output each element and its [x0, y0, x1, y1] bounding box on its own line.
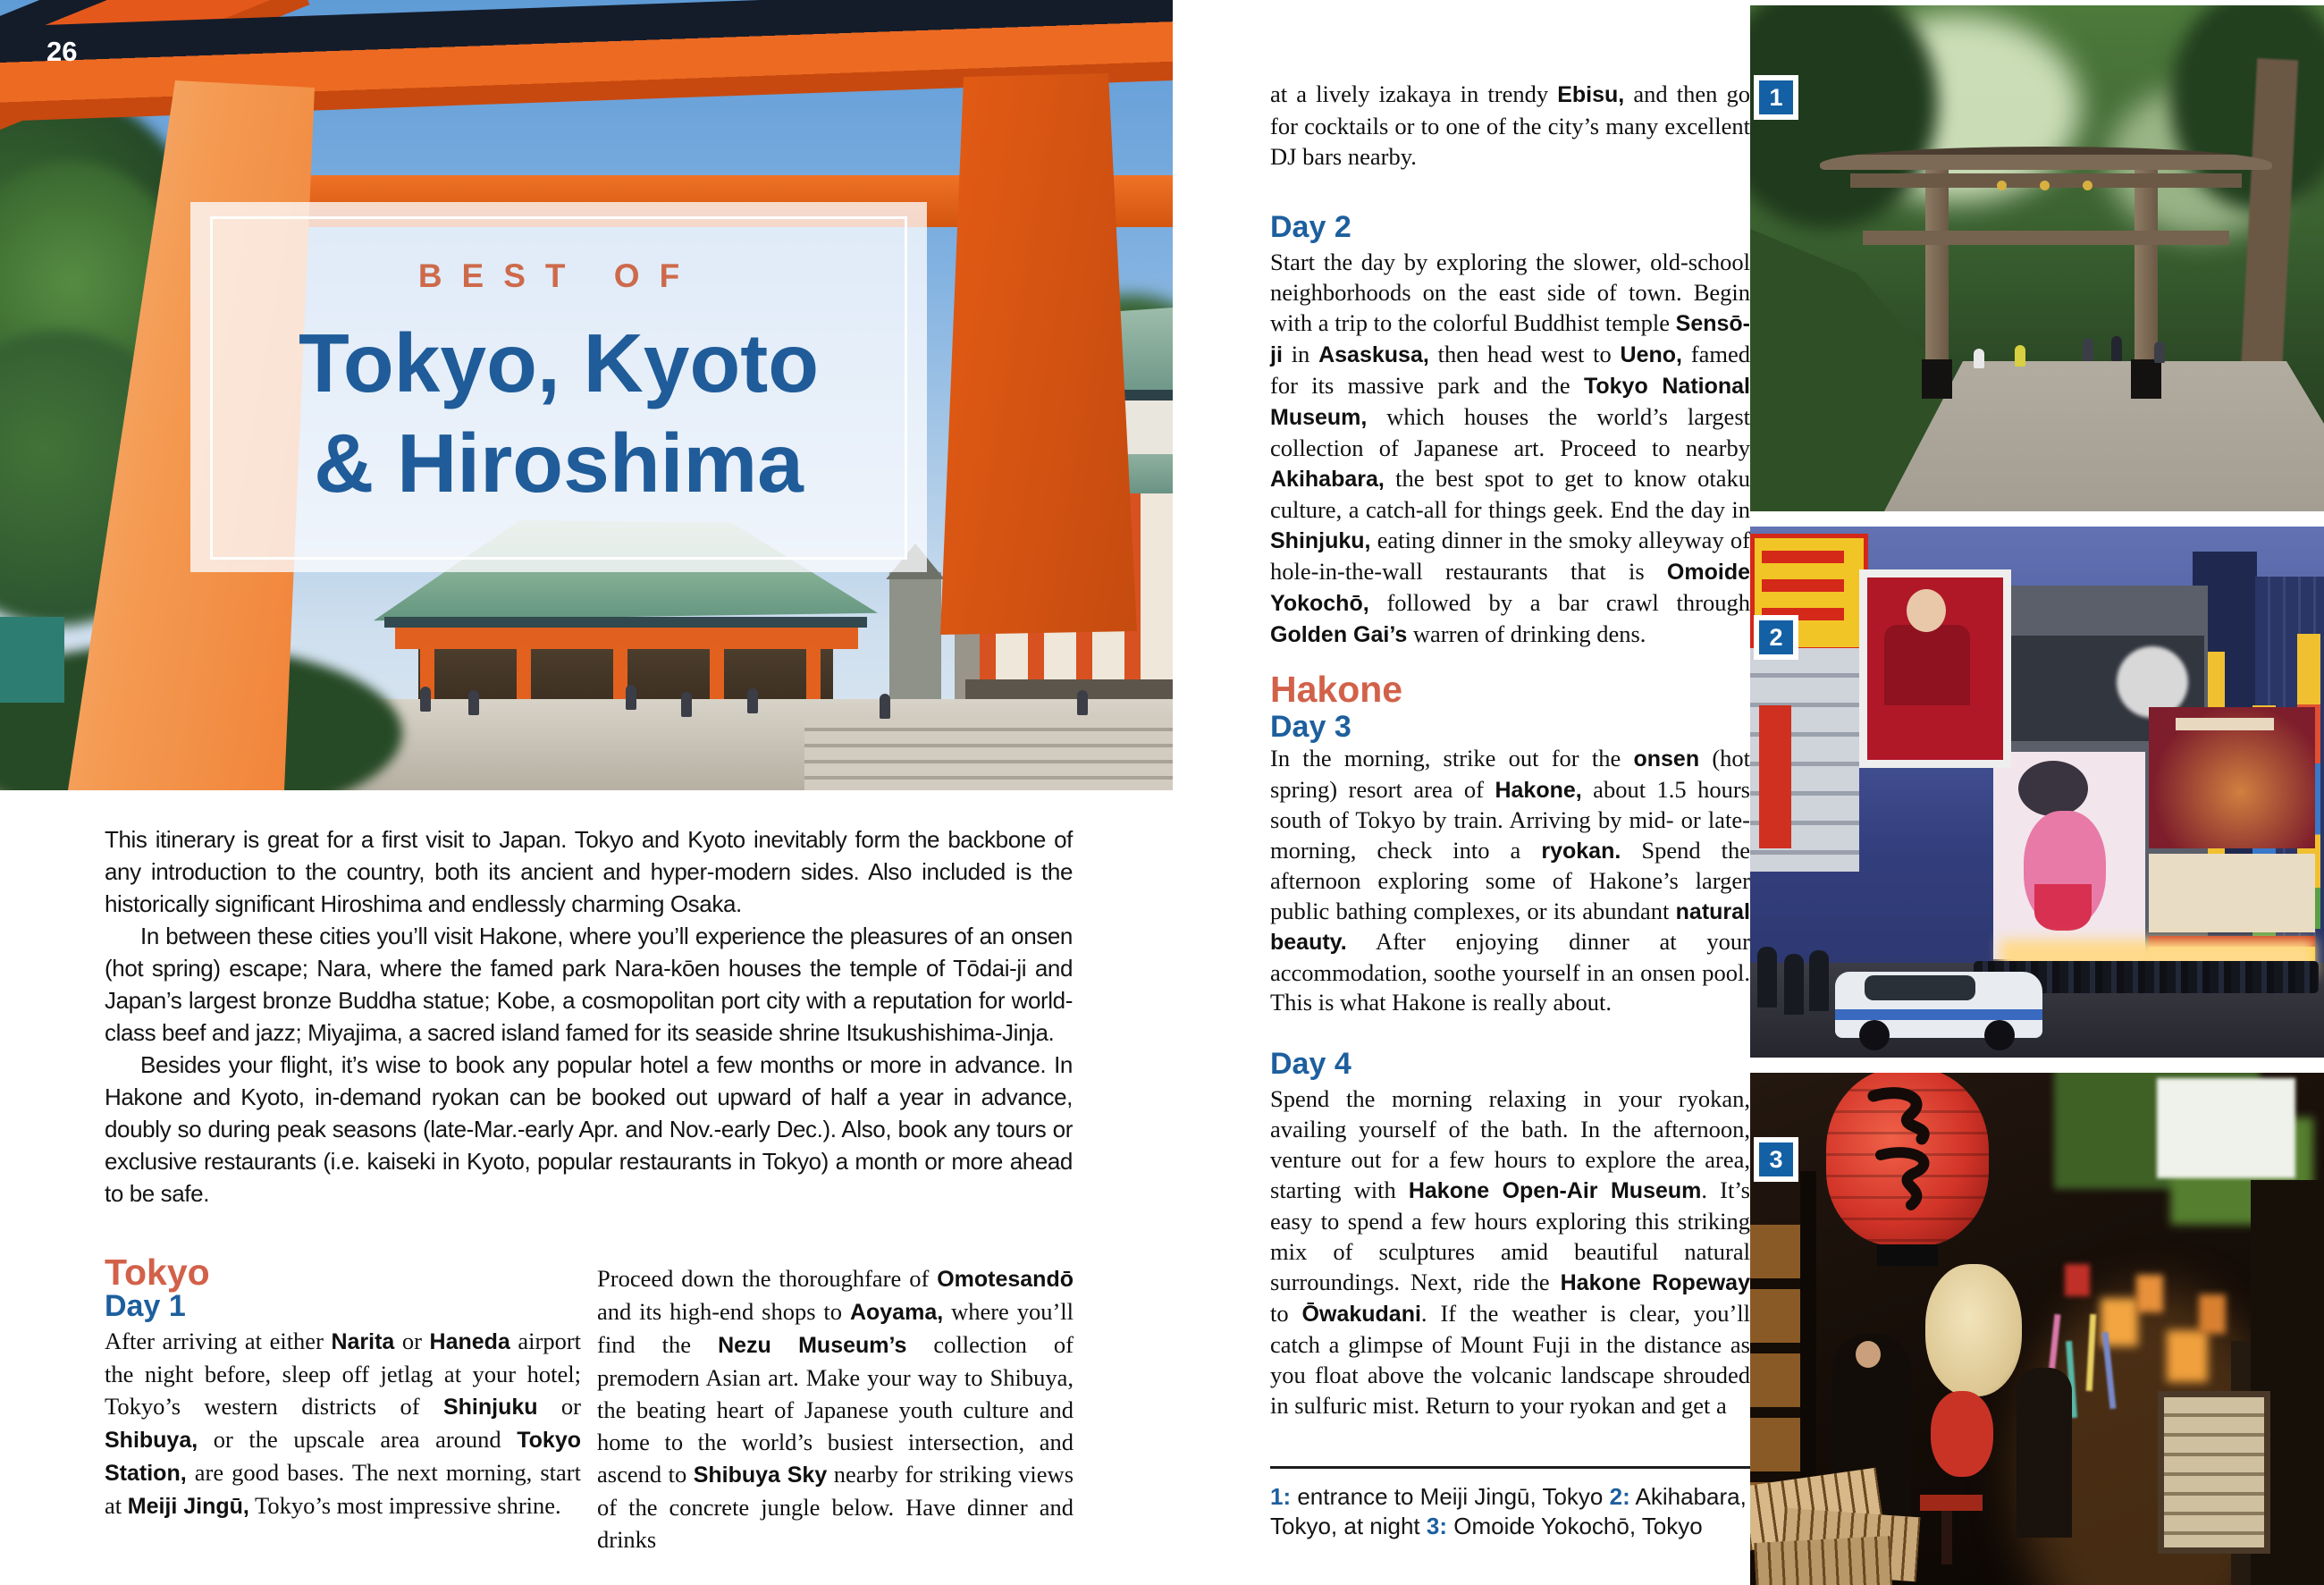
taxi-stripe [1835, 1009, 2042, 1020]
visitor-silhouette [468, 690, 479, 715]
day1-column2: Proceed down the thoroughfare of Omotesandō and its high-end shops to Aoyama, where you’ll find the Nezu Museum’s collection of premodern Asian art. Make your way to Shibuya, the beating heart of Japanese youth culture and home to the world’s busiest intersection, and ascend to Shibuya Sky nearby for striking views of the concrete jungle below. Have dinner and drinks [597, 1265, 1074, 1553]
distant-lantern [2167, 1330, 2208, 1382]
pavilion-eave [384, 617, 867, 628]
lantern-calligraphy-icon [1856, 1080, 1954, 1232]
cream-billboard [2149, 854, 2315, 932]
distant-lantern [2136, 1275, 2163, 1312]
visitor-silhouette [681, 692, 692, 717]
hero-photo-torii [0, 0, 1173, 790]
day4-paragraph: Spend the morning relaxing in your ryokan, availing yourself of the bath. In the afternoon, venture out for a few hours to explore the area, starting with Hakone Open-Air Museum. It’s easy to spend a few hours exploring this striking mix of sculptures amid beautiful natural surroundings. Next, ride the Hakone Ropeway to Ōwakudani. If the weather is clear, you’ll catch a glimpse of Mount Fuji in the distance as you float above the volcanic landscape shrouded in sulfuric mist. Return to your ryokan and get a [1270, 1085, 1750, 1419]
sign-stroke [1762, 579, 1844, 592]
day1-continued: at a lively izakaya in trendy Ebisu, and then go for cocktails or to one of the city’s many excellent DJ bars nearby. [1270, 80, 1750, 170]
photo-omoide-yokocho [1750, 1073, 2324, 1585]
pedestrian-silhouette [1809, 950, 1829, 1011]
anime-hair [2018, 761, 2088, 816]
day1-heading: Day 1 [105, 1289, 186, 1323]
walker-silhouette [1974, 349, 1984, 368]
pedestrian-silhouette [1784, 954, 1804, 1015]
stone-steps [804, 715, 1173, 790]
visitor-silhouette [880, 694, 890, 719]
taxi-wheel [1859, 1020, 1890, 1050]
gold-medallion-icon [1997, 181, 2007, 190]
photo-akihabara [1750, 527, 2324, 1058]
photo-meiji-jingu [1750, 5, 2324, 511]
visitor-silhouette [747, 688, 758, 713]
wood-torii-pillar-left [1925, 170, 1949, 363]
intro-block [105, 823, 1073, 1210]
red-event-billboard [2149, 707, 2315, 848]
billboard-title-bar [2176, 718, 2274, 730]
intro-paragraph-2: In between these cities you’ll visit Hakone, where you’ll experience the pleasures of an onsen (hot spring) escape; Nara, where the famed park Nara-kōen houses the temple of Tōdai-ji and Japan’s largest bronze Buddha statue; Kobe, a cosmopolitan port city with a reputation for world-class beef and jazz; Miyajima, a sacred island famed for its seaside shrine Itsukushishima-Jinja. [105, 923, 1073, 1046]
gold-medallion-icon [2040, 181, 2050, 190]
cook-face [1856, 1341, 1881, 1368]
distant-lantern [2199, 1294, 2226, 1334]
stool-leg [1941, 1511, 1952, 1564]
title-overlay-box [190, 202, 927, 572]
page-title-line2: & Hiroshima [314, 417, 804, 510]
caption-divider [1270, 1466, 1750, 1469]
gold-medallion-icon [2083, 181, 2092, 190]
visitor-silhouette [1077, 690, 1088, 715]
photo-badge-1: 1 [1754, 75, 1798, 120]
menu-stack [1754, 1536, 1893, 1585]
day2-paragraph: Start the day by exploring the slower, old-school neighborhoods on the east side of town. Begin with a trip to the colorful Buddhist temple Sensō-ji in Asaskusa, then head west to Ueno, famed for its massive park and the Tokyo National Museum, which houses the world’s largest collection of Japanese art. Proceed to nearby Akihabara, the best spot to get to know otaku culture, a catch-all for things geek. End the day in Shinjuku, eating dinner in the smoky alleyway of hole-in-the-wall restaurants that is Omoide Yokochō, followed by a bar crawl through Golden Gai’s warren of drinking dens. [1270, 249, 1750, 647]
torii-pillar-base [1922, 359, 1952, 399]
page-number: 26 [46, 36, 78, 67]
red-vertical-sign [1759, 705, 1791, 848]
day3-paragraph: In the morning, strike out for the onsen (hot spring) resort area of Hakone, about 1.5 hours south of Tokyo by train. Arriving by mid- or late-morning, check into a ryokan. Spend the afternoon exploring some of Hakone’s larger public bathing complexes, or its abundant natural beauty. After enjoying dinner at your accommodation, soothe yourself in an onsen pool. This is what Hakone is really about. [1270, 745, 1751, 1016]
eyebrow-text: BEST OF [417, 257, 700, 294]
small-red-lantern [1931, 1391, 1993, 1477]
day3-heading: Day 3 [1270, 710, 1351, 744]
torii-pillar-base [2131, 359, 2161, 399]
photo-badge-3: 3 [1754, 1137, 1798, 1182]
intro-paragraph-3: Besides your flight, it’s wise to book any popular hotel a few months or more in advance. In Hakone and Kyoto, in-demand ryokan can be booked out upward of half a year in advance, doubly so during peak seasons (late-Mar.-early Apr. and Nov.-early Dec.). Also, book any tours or exclusive restaurants (i.e. kaiseki in Kyoto, popular restaurants in Tokyo) a month or more ahead to be safe. [105, 1051, 1073, 1207]
photo-caption: 1: entrance to Meiji Jingū, Tokyo 2: Akihabara, Tokyo, at night 3: Omoide Yokochō, Tokyo [1270, 1483, 1747, 1539]
patron-silhouette [2017, 1368, 2072, 1538]
intro-paragraph-1: This itinerary is great for a first visit to Japan. Tokyo and Kyoto inevitably form the backbone of any introduction to the country, both its ancient and hyper-modern sides. Also included is the historically significant Hiroshima and endlessly charming Osaka. [105, 826, 1073, 917]
title-frame [210, 216, 907, 560]
visitor-silhouette [420, 687, 431, 712]
visitor-silhouette [626, 685, 636, 710]
taxi-wheel [1984, 1020, 2015, 1050]
section-heading-tokyo: Tokyo [105, 1252, 210, 1293]
lit-window [1750, 1225, 1802, 1520]
glowing-white-sign [2157, 1078, 2295, 1178]
walker-silhouette [2083, 338, 2093, 361]
walker-silhouette [2154, 341, 2165, 363]
wood-torii-crossbar [1863, 231, 2229, 245]
poster-red-suit [1884, 625, 1970, 705]
cream-paper-lantern [1925, 1264, 2022, 1396]
wood-torii-pillar-right [2135, 170, 2158, 363]
anime-skirt [2034, 884, 2092, 931]
day4-heading: Day 4 [1270, 1047, 1351, 1081]
lantern-cap [1877, 1244, 1938, 1266]
sign-stroke [1762, 551, 1844, 563]
walker-silhouette [2111, 336, 2122, 361]
distant-red-lantern [2065, 1264, 2090, 1296]
poster-face [1907, 589, 1946, 632]
menu-board [2158, 1391, 2270, 1554]
day2-heading: Day 2 [1270, 210, 1351, 244]
section-heading-hakone: Hakone [1270, 669, 1403, 710]
teal-stall [0, 617, 64, 703]
day1-column1: After arriving at either Narita or Haneda airport the night before, sleep off jetlag at your hotel; Tokyo’s western districts of Shinjuku or Shibuya, or the upscale area around Tokyo Station, are good bases. The next morning, start at Meiji Jingū, Tokyo’s most impressive shrine. [105, 1328, 582, 1519]
red-stool [1920, 1495, 1983, 1511]
walker-silhouette [2015, 345, 2025, 367]
taxi-windows [1865, 975, 1975, 1000]
page-title-line1: Tokyo, Kyoto [298, 316, 820, 409]
photo-badge-2: 2 [1754, 615, 1798, 660]
pedestrian-silhouette [1757, 947, 1777, 1007]
